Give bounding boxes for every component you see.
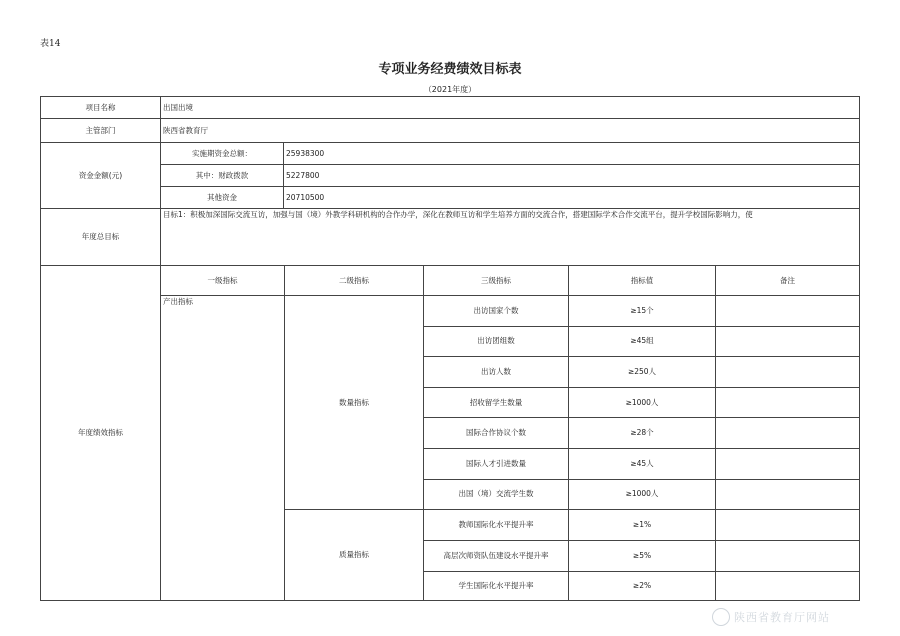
site-watermark	[712, 608, 830, 626]
quality-row-value: ≥1%	[568, 509, 715, 540]
quantity-row-note	[715, 356, 860, 387]
quantity-row-note	[715, 479, 860, 509]
header-level1: 一级指标	[160, 265, 284, 295]
quantity-row-name: 招收留学生数量	[423, 387, 568, 418]
performance-table	[40, 96, 860, 601]
page-subtitle: （2021年度）	[423, 85, 477, 94]
quantity-row-value: ≥250人	[568, 356, 715, 387]
quantity-row-value: ≥28个	[568, 417, 715, 448]
quality-row-note	[715, 540, 860, 571]
quantity-row-name: 出访团组数	[423, 326, 568, 357]
page-label: 表14	[40, 39, 61, 49]
quality-row-name: 学生国际化水平提升率	[423, 571, 568, 601]
quantity-row-note	[715, 417, 860, 448]
project-name-value: 出国出境	[160, 96, 860, 118]
funds-label: 资金金额(元)	[40, 142, 160, 208]
quality-row-note	[715, 509, 860, 540]
quantity-row-value: ≥1000人	[568, 479, 715, 509]
project-name-label: 项目名称	[40, 96, 160, 118]
quality-row-name: 教师国际化水平提升率	[423, 509, 568, 540]
leaf-logo-icon	[712, 608, 730, 626]
quantity-row-name: 出访国家个数	[423, 295, 568, 326]
quality-row-value: ≥5%	[568, 540, 715, 571]
header-level3: 三级指标	[423, 265, 568, 295]
header-level2: 二级指标	[284, 265, 423, 295]
quantity-row-value: ≥45人	[568, 448, 715, 479]
annual-goal-label: 年度总目标	[40, 208, 160, 265]
funds-total-value: 25938300	[283, 142, 860, 164]
page-title: 专项业务经费绩效目标表	[378, 62, 522, 77]
watermark-text: 陕西省教育厅网站	[734, 611, 830, 624]
quality-row-value: ≥2%	[568, 571, 715, 601]
level1-output: 产出指标	[160, 295, 284, 601]
funds-other-label: 其他资金	[160, 186, 283, 208]
funds-fiscal-value: 5227800	[283, 164, 860, 186]
quantity-row-value: ≥1000人	[568, 387, 715, 418]
quantity-row-note	[715, 448, 860, 479]
department-label: 主管部门	[40, 118, 160, 142]
quantity-row-note	[715, 326, 860, 357]
funds-fiscal-label: 其中：财政拨款	[160, 164, 283, 186]
quantity-row-name: 国际合作协议个数	[423, 417, 568, 448]
quality-row-name: 高层次师资队伍建设水平提升率	[423, 540, 568, 571]
level2-quantity: 数量指标	[284, 295, 423, 509]
quantity-row-value: ≥45组	[568, 326, 715, 357]
funds-total-label: 实施期资金总额：	[160, 142, 283, 164]
quantity-row-value: ≥15个	[568, 295, 715, 326]
quantity-row-note	[715, 387, 860, 418]
header-value: 指标值	[568, 265, 715, 295]
quality-row-note	[715, 571, 860, 601]
annual-goal-text: 目标1：积极加深国际交流互访，加强与国（境）外教学科研机构的合作办学，深化在教师互访和学生培养方面的交流合作，搭建国际学术合作交流平台，提升学校国际影响力，使	[160, 208, 860, 265]
level2-quality: 质量指标	[284, 509, 423, 601]
funds-other-value: 20710500	[283, 186, 860, 208]
quantity-row-note	[715, 295, 860, 326]
department-value: 陕西省教育厅	[160, 118, 860, 142]
header-note: 备注	[715, 265, 860, 295]
indicators-label: 年度绩效指标	[40, 265, 160, 601]
quantity-row-name: 出国（境）交流学生数	[423, 479, 568, 509]
quantity-row-name: 出访人数	[423, 356, 568, 387]
quantity-row-name: 国际人才引进数量	[423, 448, 568, 479]
